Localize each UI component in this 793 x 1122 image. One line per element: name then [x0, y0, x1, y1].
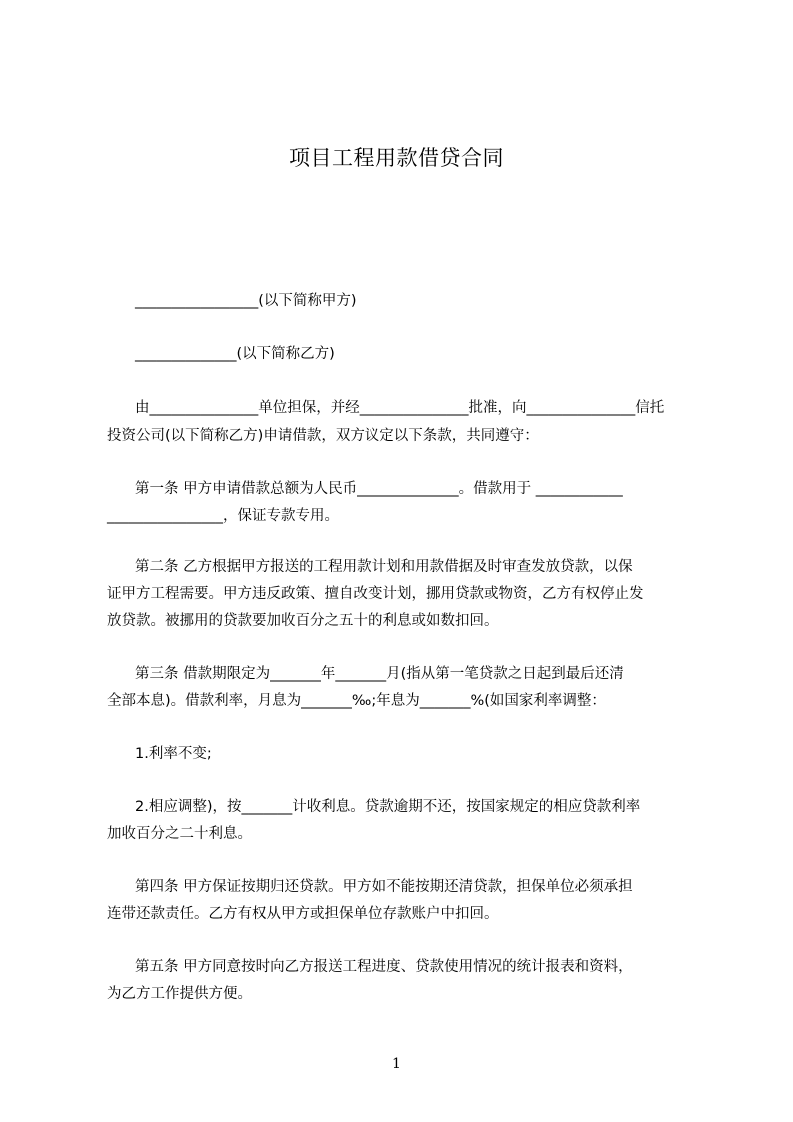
article3-line-2: 全部本息)。借款利率，月息为_______‰;年息为_______%(如国家利率调整： [107, 693, 606, 709]
intro-line-1: 由_______________单位担保，并经_______________批准，向_______________信托 [135, 400, 665, 416]
article4-line-2: 连带还款责任。乙方有权从甲方或担保单位存款账户中扣回。 [107, 906, 499, 922]
item2-line-2: 加收百分之二十利息。 [107, 826, 252, 842]
article1-line-1: 第一条 甲方申请借款总额为人民币______________。借款用于 ____________ [135, 481, 623, 497]
article5-line-1: 第五条 甲方同意按时向乙方报送工程进度、贷款使用情况的统计报表和资料， [135, 959, 633, 975]
article2-line-2: 证甲方工程需要。甲方违反政策、擅自改变计划，挪用贷款或物资，乙方有权停止发 [107, 586, 644, 602]
article3-line-1: 第三条 借款期限定为_______年_______月(指从第一笔贷款之日起到最后还清 [135, 666, 624, 682]
article2-line-1: 第二条 乙方根据甲方报送的工程用款计划和用款借据及时审查发放贷款，以保 [135, 559, 633, 575]
item-1: 1.利率不变; [135, 746, 212, 762]
document-title: 项目工程用款借贷合同 [289, 146, 504, 170]
article2-line-3: 放贷款。被挪用的贷款要加收百分之五十的利息或如数扣回。 [107, 613, 499, 629]
intro-line-2: 投资公司(以下简称乙方)申请借款，双方议定以下条款，共同遵守： [107, 428, 539, 444]
article4-line-1: 第四条 甲方保证按期归还贷款。甲方如不能按期还清贷款，担保单位必须承担 [135, 879, 633, 895]
article1-line-2: ________________，保证专款专用。 [107, 508, 339, 524]
party-b-line: ______________(以下简称乙方) [135, 346, 335, 362]
page-number: 1 [392, 1056, 401, 1072]
article5-line-2: 为乙方工作提供方便。 [107, 986, 252, 1002]
party-a-line: _________________(以下简称甲方) [135, 293, 357, 309]
item2-line-1: 2.相应调整)，按_______计收利息。贷款逾期不还，按国家规定的相应贷款利率 [135, 799, 641, 815]
